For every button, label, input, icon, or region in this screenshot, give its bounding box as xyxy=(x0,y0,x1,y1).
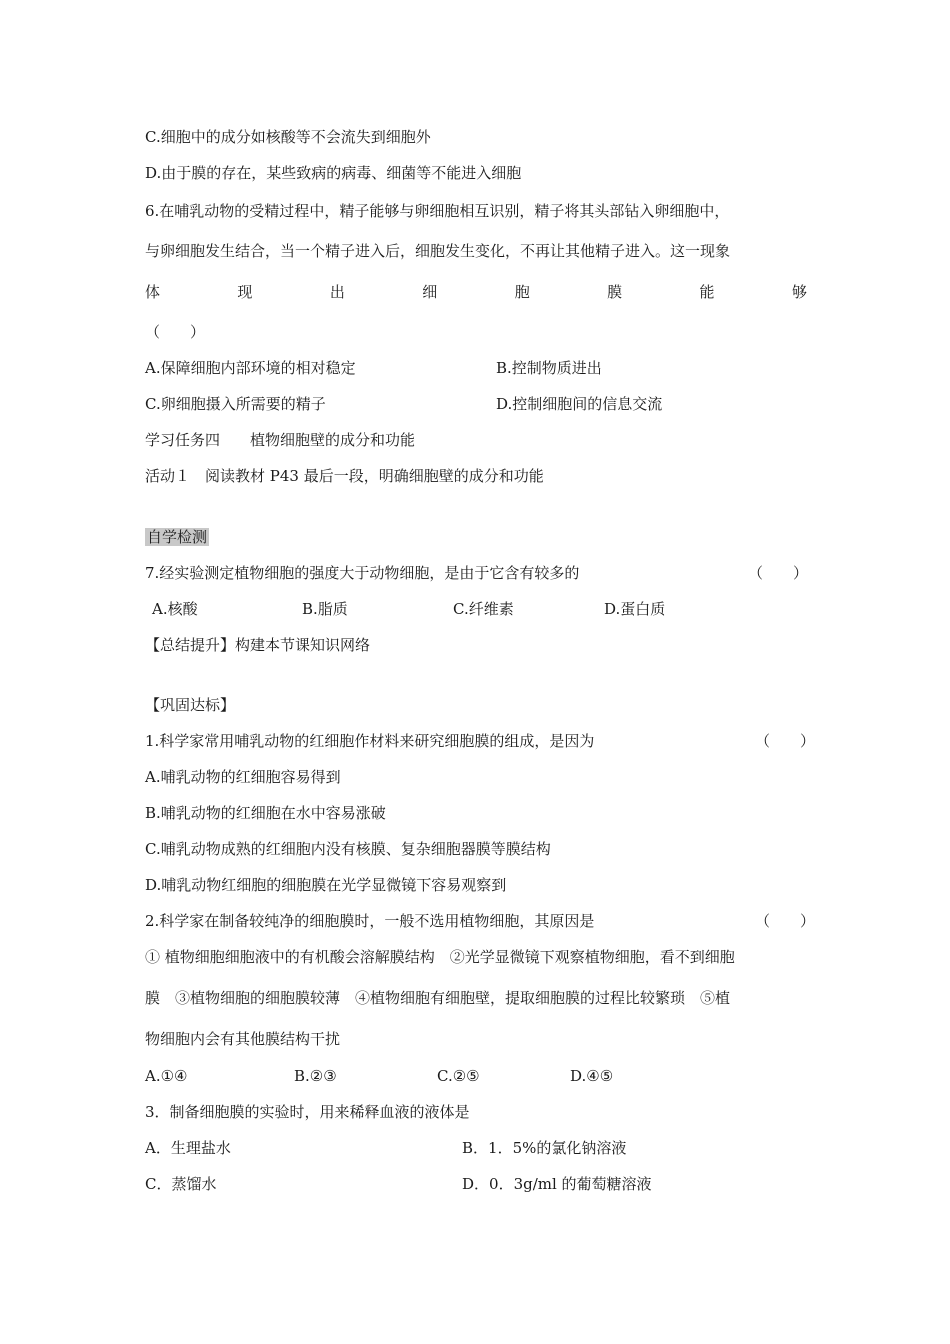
q6-stem-line1: 6.在哺乳动物的受精过程中，精子能够与卵细胞相互识别，精子将其头部钻入卵细胞中， xyxy=(145,202,730,220)
c2-option-c: C.②⑤ xyxy=(437,1067,480,1085)
q6-option-b: B.控制物质进出 xyxy=(496,359,602,377)
q6-char: 能 xyxy=(699,283,715,301)
q6-stem-line3 xyxy=(145,282,807,302)
q6-answer-paren: （ ） xyxy=(145,323,206,341)
c1-option-d: D.哺乳动物红细胞的细胞膜在光学显微镜下容易观察到 xyxy=(145,876,507,894)
c2-option-d: D.④⑤ xyxy=(570,1067,614,1085)
task4-activity: 活动１ 阅读教材 P43 最后一段，明确细胞壁的成分和功能 xyxy=(145,467,544,485)
q6-char: 够 xyxy=(791,283,807,301)
q6-char: 体 xyxy=(145,283,161,301)
c3-option-a: A．生理盐水 xyxy=(145,1139,231,1157)
c1-option-a: A.哺乳动物的红细胞容易得到 xyxy=(145,768,341,786)
c2-statements-line2: 膜 ③植物细胞的细胞膜较薄 ④植物细胞有细胞壁，提取细胞膜的过程比较繁琐 ⑤植 xyxy=(145,989,731,1007)
q7-answer-paren: （ ） xyxy=(748,564,809,582)
consolidate-heading: 【巩固达标】 xyxy=(145,696,236,714)
q7-option-b: B.脂质 xyxy=(302,600,348,618)
q6-stem-line2: 与卵细胞发生结合，当一个精子进入后，细胞发生变化，不再让其他精子进入。这一现象 xyxy=(145,242,731,260)
c2-option-a: A.①④ xyxy=(145,1067,188,1085)
c2-answer-paren: （ ） xyxy=(755,912,816,930)
prev-option-d: D.由于膜的存在，某些致病的病毒、细菌等不能进入细胞 xyxy=(145,164,522,182)
q7-option-c: C.纤维素 xyxy=(453,600,514,618)
self-check-label: 自学检测 xyxy=(147,528,208,546)
c3-option-c: C．蒸馏水 xyxy=(145,1175,217,1193)
q6-char: 出 xyxy=(329,283,345,301)
self-check-heading xyxy=(145,527,209,547)
q7-option-d: D.蛋白质 xyxy=(604,600,666,618)
c3-stem: 3．制备细胞膜的实验时，用来稀释血液的液体是 xyxy=(145,1103,470,1121)
prev-option-c: C.细胞中的成分如核酸等不会流失到细胞外 xyxy=(145,128,431,146)
q6-option-a: A.保障细胞内部环境的相对稳定 xyxy=(145,359,356,377)
q6-option-d: D.控制细胞间的信息交流 xyxy=(496,395,663,413)
c3-option-d: D．0．3g/ml 的葡萄糖溶液 xyxy=(462,1175,652,1193)
c2-option-b: B.②③ xyxy=(294,1067,337,1085)
q6-char: 细 xyxy=(422,283,438,301)
c2-stem: 2.科学家在制备较纯净的细胞膜时，一般不选用植物细胞，其原因是 xyxy=(145,912,595,930)
task4-title: 学习任务四 植物细胞壁的成分和功能 xyxy=(145,431,416,449)
c1-stem: 1.科学家常用哺乳动物的红细胞作材料来研究细胞膜的组成，是因为 xyxy=(145,732,595,750)
q7-stem: 7.经实验测定植物细胞的强度大于动物细胞，是由于它含有较多的 xyxy=(145,564,580,582)
q7-option-a: A.核酸 xyxy=(152,600,198,618)
c1-answer-paren: （ ） xyxy=(755,732,816,750)
summary-heading: 【总结提升】构建本节课知识网络 xyxy=(145,636,371,654)
q6-char: 膜 xyxy=(607,283,623,301)
q6-option-c: C.卵细胞摄入所需要的精子 xyxy=(145,395,326,413)
c1-option-c: C.哺乳动物成熟的红细胞内没有核膜、复杂细胞器膜等膜结构 xyxy=(145,840,551,858)
c1-option-b: B.哺乳动物的红细胞在水中容易涨破 xyxy=(145,804,386,822)
q6-char: 现 xyxy=(237,283,253,301)
q6-char: 胞 xyxy=(514,283,530,301)
c3-option-b: B．1．5%的氯化钠溶液 xyxy=(462,1139,627,1157)
c2-statements-line3: 物细胞内会有其他膜结构干扰 xyxy=(145,1030,341,1048)
c2-statements-line1: ① 植物细胞细胞液中的有机酸会溶解膜结构 ②光学显微镜下观察植物细胞，看不到细胞 xyxy=(145,948,735,966)
